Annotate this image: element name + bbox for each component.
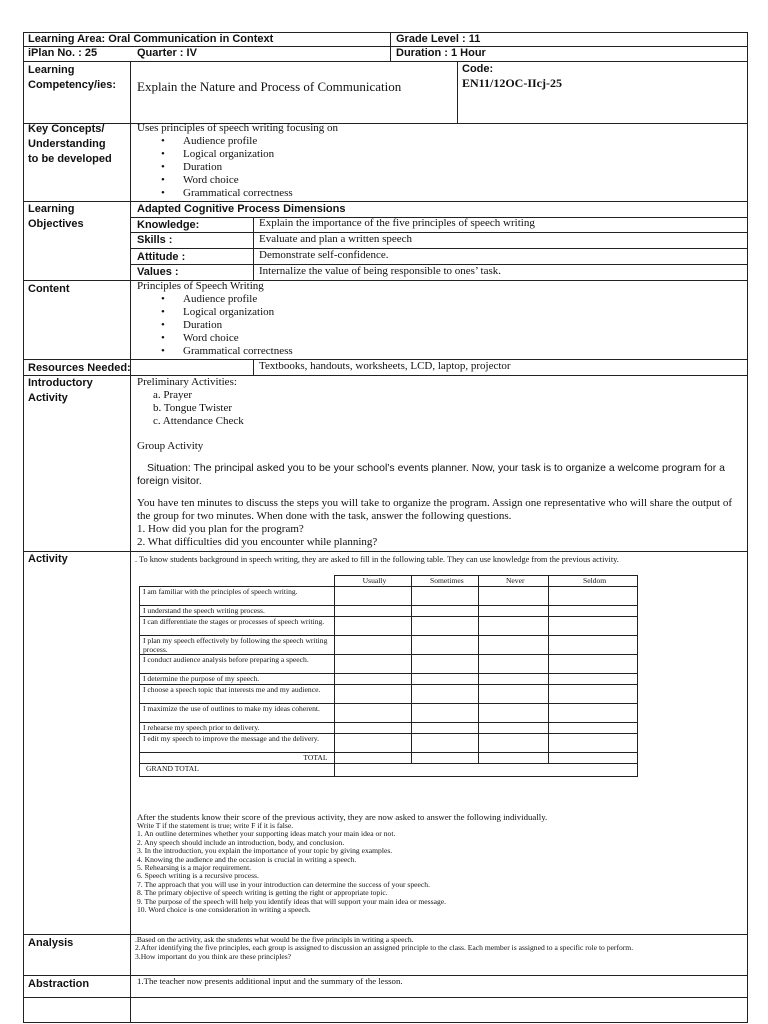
table-header-row xyxy=(140,576,638,587)
list-item: b. Tongue Twister xyxy=(153,402,233,414)
objectives-label: Learning Objectives xyxy=(28,203,84,230)
skills-label: Skills : xyxy=(137,234,173,246)
answer-cell[interactable] xyxy=(334,734,412,753)
column-sometimes: Sometimes xyxy=(412,576,479,587)
analysis-label: Analysis xyxy=(28,937,74,949)
skills-value: Evaluate and plan a written speech xyxy=(259,233,413,245)
answer-cell[interactable] xyxy=(479,704,549,723)
tf-item: 2. Any speech should include an introduction, body, and conclusion. xyxy=(137,837,345,847)
analysis-item: 3.How important do you think are these principles? xyxy=(135,951,292,961)
answer-cell[interactable] xyxy=(549,636,638,655)
answer-cell[interactable] xyxy=(334,606,412,617)
objectives-heading: Adapted Cognitive Process Dimensions xyxy=(137,203,346,215)
content-label: Content xyxy=(28,283,70,295)
answer-cell[interactable] xyxy=(334,617,412,636)
analysis-item: 2.After identifying the five principles, each group is assigned to discussion an assigned principle to the class. Each member is assigned to a specific role to perform. xyxy=(135,943,634,953)
total-cell[interactable] xyxy=(549,753,638,764)
table-row xyxy=(140,587,638,606)
values-value: Internalize the value of being responsible to ones’ task. xyxy=(259,265,502,277)
attitude-label: Attitude : xyxy=(137,251,186,263)
table-row xyxy=(140,734,638,753)
group-instructions: You have ten minutes to discuss the steps you will take to organize the program. Assign one representative who will share the output of the group for two minutes. When done with the task, answer the following questions. xyxy=(137,497,733,522)
analysis-block xyxy=(135,936,745,961)
total-cell[interactable] xyxy=(412,753,479,764)
tf-item: 3. In the introduction, you explain the importance of your topic by giving examples. xyxy=(137,846,393,856)
answer-cell[interactable] xyxy=(549,734,638,753)
activity-intro: . To know students background in speech writing, they are asked to fill in the following table. They can use knowledge from the previous activity. xyxy=(135,555,619,564)
answer-cell[interactable] xyxy=(479,636,549,655)
tf-item: 1. An outline determines whether your supporting ideas match your main idea or not. xyxy=(137,829,396,839)
answer-cell[interactable] xyxy=(334,674,412,685)
table-row xyxy=(140,655,638,674)
answer-cell[interactable] xyxy=(479,674,549,685)
total-label: TOTAL xyxy=(140,753,335,764)
tf-item: 9. The purpose of the speech will help you identify ideas that will support your main idea or message. xyxy=(137,896,447,906)
answer-cell[interactable] xyxy=(479,723,549,734)
row-statement: I determine the purpose of my speech. xyxy=(140,674,335,685)
row-statement: I understand the speech writing process. xyxy=(140,606,335,617)
answer-cell[interactable] xyxy=(549,674,638,685)
grand-total-cell[interactable] xyxy=(334,764,637,777)
answer-cell[interactable] xyxy=(334,636,412,655)
prelim-list xyxy=(137,389,737,428)
competency-label: Learning Competency/ies: xyxy=(28,64,117,91)
answer-cell[interactable] xyxy=(479,617,549,636)
list-item: • Audience profile xyxy=(137,135,737,148)
table-row xyxy=(140,617,638,636)
row-statement: I am familiar with the principles of speech writing. xyxy=(140,587,335,606)
answer-cell[interactable] xyxy=(412,734,479,753)
after-activity-text: After the students know their score of the previous activity, they are now asked to answer the following individually. xyxy=(137,812,548,822)
row-statement: I choose a speech topic that interests me and my audience. xyxy=(140,685,335,704)
answer-cell[interactable] xyxy=(334,655,412,674)
tf-item: 7. The approach that you will use in your introduction can determine the success of your speech. xyxy=(137,879,430,889)
answer-cell[interactable] xyxy=(412,674,479,685)
table-row xyxy=(140,636,638,655)
row-statement: I edit my speech to improve the message and the delivery. xyxy=(140,734,335,753)
key-concepts-block xyxy=(137,122,737,200)
column-usually: Usually xyxy=(334,576,412,587)
tf-item: 5. Rehearsing is a major requirement. xyxy=(137,863,252,873)
iplan-number: iPlan No. : 25 xyxy=(28,47,98,59)
total-row xyxy=(140,753,638,764)
knowledge-value: Explain the importance of the five principles of speech writing xyxy=(259,217,535,229)
code-value: EN11/12OC-IIcj-25 xyxy=(462,76,562,90)
answer-cell[interactable] xyxy=(412,606,479,617)
prelim-heading: Preliminary Activities: xyxy=(137,376,237,388)
competency-value: Explain the Nature and Process of Communication xyxy=(137,79,402,94)
answer-cell[interactable] xyxy=(412,617,479,636)
list-item: • Logical organization xyxy=(137,148,737,161)
total-cell[interactable] xyxy=(334,753,412,764)
answer-cell[interactable] xyxy=(479,587,549,606)
tf-item: 10. Word choice is one consideration in writing a speech. xyxy=(137,905,311,915)
table-row xyxy=(140,685,638,704)
tf-instruction: Write T if the statement is true; write F if it is false. xyxy=(137,821,294,830)
answer-cell[interactable] xyxy=(479,655,549,674)
list-item: • Word choice xyxy=(137,174,737,187)
grade-level: Grade Level : 11 xyxy=(396,33,481,45)
resources-label: Resources Needed: xyxy=(28,362,131,374)
table-row xyxy=(140,723,638,734)
duration: Duration : 1 Hour xyxy=(396,47,486,59)
list-item: • Duration xyxy=(137,319,737,332)
content-title: Principles of Speech Writing xyxy=(137,280,264,292)
answer-cell[interactable] xyxy=(412,685,479,704)
list-item: • Word choice xyxy=(137,332,737,345)
total-cell[interactable] xyxy=(479,753,549,764)
answer-cell[interactable] xyxy=(549,723,638,734)
grand-total-label: GRAND TOTAL xyxy=(140,764,335,777)
situation-text: Situation: The principal asked you to be your school’s events planner. Now, your task is to organize a welcome program for a foreign visitor. xyxy=(137,462,726,487)
resources-value: Textbooks, handouts, worksheets, LCD, laptop, projector xyxy=(259,360,511,372)
introductory-label: Introductory Activity xyxy=(28,377,93,404)
table-row xyxy=(140,674,638,685)
answer-cell[interactable] xyxy=(412,704,479,723)
answer-cell[interactable] xyxy=(412,655,479,674)
answer-cell[interactable] xyxy=(549,617,638,636)
answer-cell[interactable] xyxy=(549,606,638,617)
column-never: Never xyxy=(479,576,549,587)
answer-cell[interactable] xyxy=(334,723,412,734)
list-item: • Duration xyxy=(137,161,737,174)
analysis-item: .Based on the activity, ask the students what would be the five principls in writing a speech. xyxy=(135,935,414,944)
learning-area: Learning Area: Oral Communication in Context xyxy=(28,33,274,45)
key-concepts-intro: Uses principles of speech writing focusing on xyxy=(137,122,339,134)
row-statement: I maximize the use of outlines to make my ideas coherent. xyxy=(140,704,335,723)
answer-cell[interactable] xyxy=(334,587,412,606)
column-seldom: Seldom xyxy=(549,576,638,587)
answer-cell[interactable] xyxy=(479,685,549,704)
table-row xyxy=(140,704,638,723)
list-item: • Grammatical correctness xyxy=(137,345,737,358)
knowledge-label: Knowledge: xyxy=(137,219,200,231)
answer-cell[interactable] xyxy=(549,704,638,723)
list-item: • Logical organization xyxy=(137,306,737,319)
answer-cell[interactable] xyxy=(549,587,638,606)
answer-cell[interactable] xyxy=(334,685,412,704)
list-item: • Grammatical correctness xyxy=(137,187,737,200)
tf-item: 6. Speech writing is a recursive process. xyxy=(137,871,259,881)
table-row xyxy=(140,606,638,617)
abstraction-text: 1.The teacher now presents additional input and the summary of the lesson. xyxy=(137,976,403,986)
tf-item: 4. Knowing the audience and the occasion is crucial in writing a speech. xyxy=(137,854,357,864)
question-2: 2. What difficulties did you encounter while planning? xyxy=(137,536,378,548)
list-item: • Audience profile xyxy=(137,293,737,306)
quarter: Quarter : IV xyxy=(137,47,197,59)
row-statement: I rehearse my speech prior to delivery. xyxy=(140,723,335,734)
content-list xyxy=(137,293,737,358)
row-statement: I plan my speech effectively by following the speech writing process. xyxy=(140,636,335,655)
grand-total-row xyxy=(140,764,638,777)
answer-cell[interactable] xyxy=(334,704,412,723)
group-activity-heading: Group Activity xyxy=(137,440,204,452)
abstraction-label: Abstraction xyxy=(28,978,90,990)
true-false-block xyxy=(137,812,742,914)
answer-cell[interactable] xyxy=(412,723,479,734)
key-concepts-label: Key Concepts/ Understanding to be developed xyxy=(28,123,112,165)
answer-cell[interactable] xyxy=(479,734,549,753)
code-label: Code: xyxy=(462,63,494,75)
tf-item: 8. The primary objective of speech writing is getting the right or appropriate topic. xyxy=(137,888,388,898)
answer-cell[interactable] xyxy=(549,655,638,674)
answer-cell[interactable] xyxy=(549,685,638,704)
answer-cell[interactable] xyxy=(479,606,549,617)
attitude-value: Demonstrate self-confidence. xyxy=(259,249,389,261)
self-assessment-table xyxy=(139,575,638,777)
answer-cell[interactable] xyxy=(412,587,479,606)
question-1: 1. How did you plan for the program? xyxy=(137,523,304,535)
list-item: a. Prayer xyxy=(153,389,193,401)
key-concepts-list xyxy=(137,135,737,200)
introductory-block xyxy=(137,376,737,549)
content-block xyxy=(137,280,737,358)
row-statement: I conduct audience analysis before preparing a speech. xyxy=(140,655,335,674)
table-header-blank xyxy=(140,576,335,587)
answer-cell[interactable] xyxy=(412,636,479,655)
row-statement: I can differentiate the stages or processes of speech writing. xyxy=(140,617,335,636)
list-item: c. Attendance Check xyxy=(153,415,244,427)
activity-label: Activity xyxy=(28,553,68,565)
values-label: Values : xyxy=(137,266,179,278)
